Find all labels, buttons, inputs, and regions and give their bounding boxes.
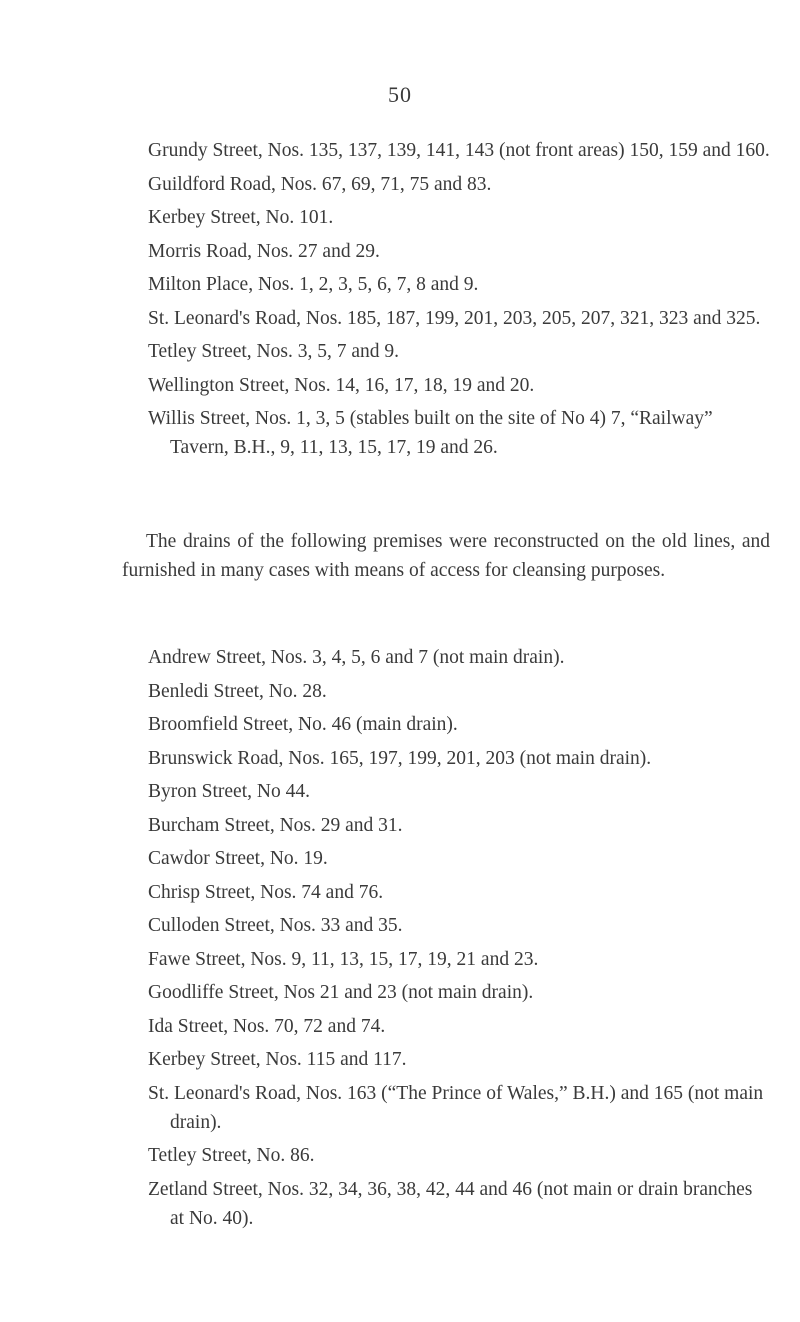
premises-list-second [148,643,770,1237]
list-item: Ida Street, Nos. 70, 72 and 74. [148,1015,386,1037]
body-paragraph: The drains of the following premises were reconstructed on the old lines, and furnished in many cases with means of access for cleansing purposes. [122,531,770,581]
list-item: Kerbey Street, No. 101. [148,207,334,228]
list-item: Morris Road, Nos. 27 and 29. [148,240,380,262]
list-item: Goodliffe Street, Nos 21 and 23 (not main drain). [148,982,534,1003]
list-item: Fawe Street, Nos. 9, 11, 13, 15, 17, 19, 21 and 23. [148,948,539,970]
list-item: Willis Street, Nos. 1, 3, 5 (stables built on the site of No 4) 7, “Railway” Tavern, B.H., 9, 11, 13, 15, 17, 19 and 26. [148,408,713,458]
list-item: Zetland Street, Nos. 32, 34, 36, 38, 42, 44 and 46 (not main or drain branches at No. 40). [148,1178,753,1229]
list-item: Tetley Street, No. 86. [148,1145,315,1166]
list-item: Culloden Street, Nos. 33 and 35. [148,915,403,936]
list-item: Broomfield Street, No. 46 (main drain). [148,714,458,735]
list-item: Milton Place, Nos. 1, 2, 3, 5, 6, 7, 8 and 9. [148,274,479,295]
premises-list-first [148,136,770,467]
list-item: St. Leonard's Road, Nos. 163 (“The Prince of Wales,” B.H.) and 165 (not main drain). [148,1082,764,1133]
list-item: Tetley Street, Nos. 3, 5, 7 and 9. [148,341,400,362]
list-item: Andrew Street, Nos. 3, 4, 5, 6 and 7 (not main drain). [148,647,565,668]
list-item: Chrisp Street, Nos. 74 and 76. [148,881,384,903]
list-item: St. Leonard's Road, Nos. 185, 187, 199, 201, 203, 205, 207, 321, 323 and 325. [148,307,761,329]
list-item: Burcham Street, Nos. 29 and 31. [148,814,403,836]
list-item: Brunswick Road, Nos. 165, 197, 199, 201, 203 (not main drain). [148,747,652,769]
list-item: Guildford Road, Nos. 67, 69, 71, 75 and 83. [148,173,492,195]
list-item: Wellington Street, Nos. 14, 16, 17, 18, 19 and 20. [148,374,535,396]
list-item: Benledi Street, No. 28. [148,680,327,702]
list-item: Grundy Street, Nos. 135, 137, 139, 141, 143 (not front areas) 150, 159 and 160. [148,140,770,161]
list-item: Kerbey Street, Nos. 115 and 117. [148,1049,407,1070]
list-item: Cawdor Street, No. 19. [148,848,328,869]
page-number: 50 [388,82,412,107]
list-item: Byron Street, No 44. [148,781,310,802]
